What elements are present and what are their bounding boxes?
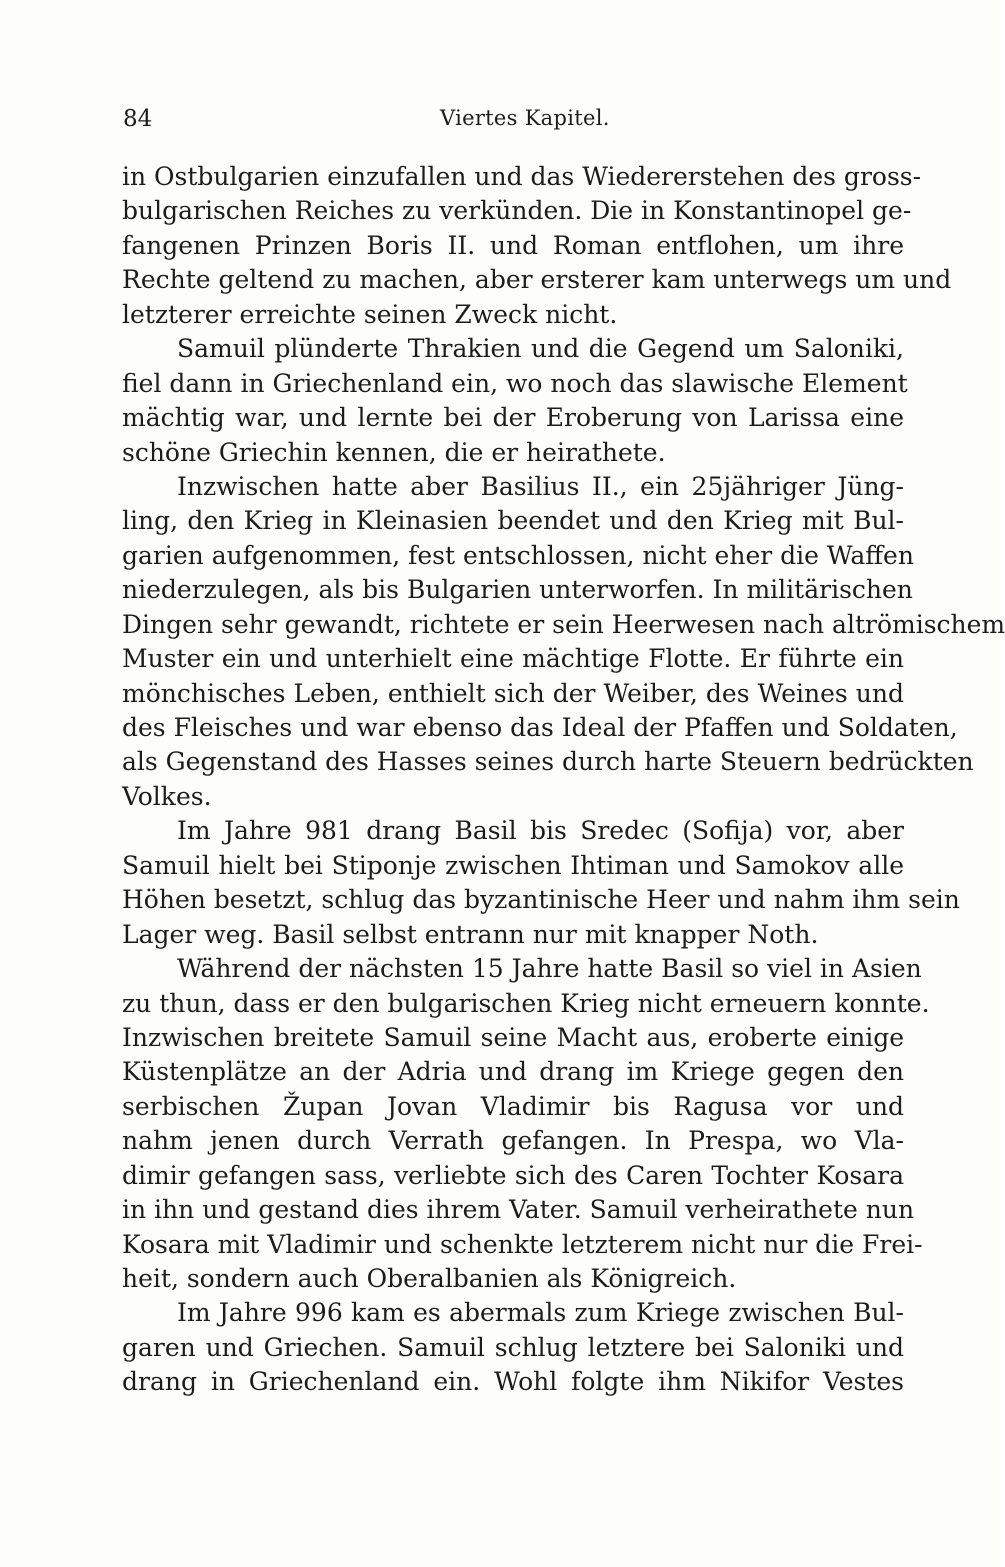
text-line: Im Jahre 996 kam es abermals zum Kriege zwischen Bul- <box>177 1298 904 1328</box>
text-line: garien aufgenommen, fest entschlossen, nicht eher die Waffen <box>122 540 914 570</box>
text-line: als Gegenstand des Hasses seines durch harte Steuern bedrückten <box>122 747 974 777</box>
paragraph <box>122 1296 904 1399</box>
text-line: Inzwischen hatte aber Basilius II., ein 25jähriger Jüng- <box>177 471 904 501</box>
paragraph <box>122 160 952 332</box>
running-head: Viertes Kapitel. <box>440 106 610 130</box>
paragraph <box>122 814 960 952</box>
text-line: Dingen sehr gewandt, richtete er sein Heerwesen nach altrömischem <box>122 609 1005 639</box>
paragraph <box>122 332 908 470</box>
text-line: niederzulegen, als bis Bulgarien unterworfen. In militärischen <box>122 575 913 605</box>
text-line: in ihn und gestand dies ihrem Vater. Samuil verheirathete nun <box>122 1195 915 1225</box>
text-line: mächtig war, und lernte bei der Eroberung von Larissa eine <box>122 403 904 433</box>
paragraph <box>122 952 930 1296</box>
text-line: serbischen Župan Jovan Vladimir bis Ragusa vor und <box>122 1091 904 1121</box>
text-line: ling, den Krieg in Kleinasien beendet und den Krieg mit Bul- <box>122 506 904 536</box>
text-line: bulgarischen Reiches zu verkünden. Die in Konstantinopel ge- <box>122 196 912 226</box>
page-header <box>123 106 903 140</box>
text-line: in Ostbulgarien einzufallen und das Wiedererstehen des gross- <box>122 162 922 191</box>
text-line: Samuil plünderte Thrakien und die Gegend um Saloniki, <box>177 334 904 364</box>
paragraph <box>122 470 1005 814</box>
text-line: Höhen besetzt, schlug das byzantinische Heer und nahm ihm sein <box>122 885 960 915</box>
text-line: drang in Griechenland ein. Wohl folgte ihm Nikifor Vestes <box>122 1367 904 1397</box>
body-text <box>122 160 1005 1400</box>
text-line: Lager weg. Basil selbst entrann nur mit knapper Noth. <box>122 919 819 949</box>
text-line: Muster ein und unterhielt eine mächtige Flotte. Er führte ein <box>122 644 904 674</box>
text-line: dimir gefangen sass, verliebte sich des Caren Tochter Kosara <box>122 1160 904 1190</box>
text-line: nahm jenen durch Verrath gefangen. In Prespa, wo Vla- <box>122 1126 904 1156</box>
text-line: schöne Griechin kennen, die er heirathete. <box>122 437 666 467</box>
text-line: Volkes. <box>122 781 212 811</box>
text-line: Kosara mit Vladimir und schenkte letzterem nicht nur die Frei- <box>122 1229 923 1259</box>
text-line: Im Jahre 981 drang Basil bis Sredec (Sofija) vor, aber <box>177 816 904 846</box>
text-line: Inzwischen breitete Samuil seine Macht aus, eroberte einige <box>122 1022 904 1052</box>
text-line: fangenen Prinzen Boris II. und Roman entflohen, um ihre <box>122 230 904 260</box>
text-line: des Fleisches und war ebenso das Ideal der Pfaffen und Soldaten, <box>122 713 958 742</box>
text-line: heit, sondern auch Oberalbanien als Königreich. <box>122 1264 737 1293</box>
text-line: garen und Griechen. Samuil schlug letztere bei Saloniki und <box>122 1332 904 1362</box>
page-number: 84 <box>123 106 153 132</box>
text-line: Samuil hielt bei Stiponje zwischen Ihtiman und Samokov alle <box>122 850 904 880</box>
text-line: fiel dann in Griechenland ein, wo noch das slawische Element <box>122 368 908 398</box>
text-line: Rechte geltend zu machen, aber ersterer kam unterwegs um und <box>122 265 952 295</box>
text-line: letzterer erreichte seinen Zweck nicht. <box>122 299 618 329</box>
text-line: mönchisches Leben, enthielt sich der Weiber, des Weines und <box>122 678 904 708</box>
text-line: Küstenplätze an der Adria und drang im Kriege gegen den <box>122 1057 904 1087</box>
text-line: Während der nächsten 15 Jahre hatte Basil so viel in Asien <box>177 954 922 984</box>
text-line: zu thun, dass er den bulgarischen Krieg nicht erneuern konnte. <box>122 988 930 1018</box>
